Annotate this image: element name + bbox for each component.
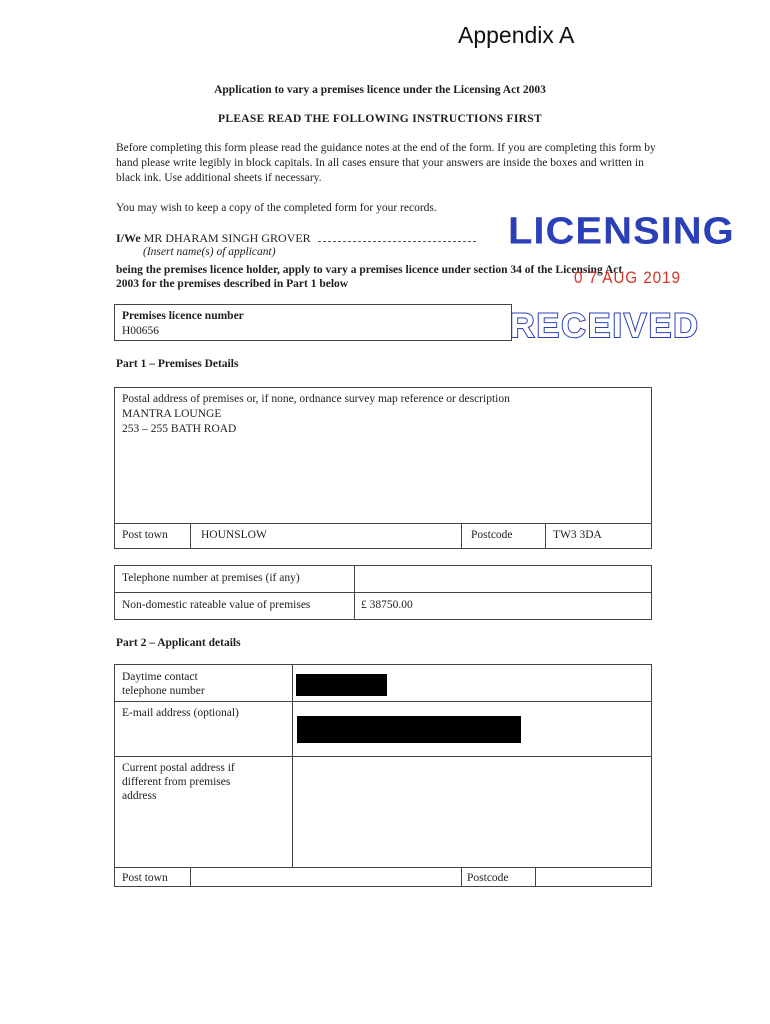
divider	[115, 592, 651, 593]
divider	[461, 524, 462, 549]
redacted-phone	[296, 674, 387, 696]
divider	[292, 665, 293, 867]
applicant-post-town-field[interactable]	[197, 870, 457, 884]
redacted-email	[297, 716, 521, 743]
divider	[115, 867, 651, 868]
divider	[535, 867, 536, 886]
divider	[115, 701, 651, 702]
received-date-stamp: 0 7 AUG 2019	[573, 268, 681, 287]
licensing-stamp: LICENSING	[508, 210, 735, 252]
post-town-field[interactable]: HOUNSLOW	[201, 529, 267, 541]
postcode-label: Postcode	[471, 529, 513, 541]
email-label: E-mail address (optional)	[122, 707, 239, 719]
part1-heading: Part 1 – Premises Details	[116, 358, 239, 370]
applicant-name-line	[116, 231, 476, 246]
applicant-name-value: MR DHARAM SINGH GROVER	[143, 231, 311, 245]
premises-address-label: Postal address of premises or, if none, ordnance survey map reference or description	[122, 393, 510, 405]
divider	[115, 756, 651, 757]
divider	[190, 524, 191, 549]
received-stamp: RECEIVED	[510, 307, 700, 345]
applicant-prefix: I/We	[116, 231, 141, 245]
divider	[190, 867, 191, 886]
applicant-note: (Insert name(s) of applicant)	[143, 246, 276, 258]
telephone-label: Telephone number at premises (if any)	[122, 572, 300, 584]
divider	[545, 524, 546, 549]
current-address-label: Current postal address if different from premises address	[122, 762, 235, 802]
keep-copy-note: You may wish to keep a copy of the completed form for your records.	[116, 202, 437, 214]
appendix-label: Appendix A	[458, 22, 575, 48]
premises-address-box	[114, 387, 652, 549]
premises-licence-box	[114, 304, 512, 341]
instructions-paragraph: Before completing this form please read the guidance notes at the end of the form. If you are completing this form by hand please write legibly in block capitals. In all cases ensure that your answers are inside the boxes and written in black ink. Use additional sheets if necessary.	[116, 142, 656, 184]
part2-heading: Part 2 – Applicant details	[116, 637, 241, 649]
daytime-phone-label: Daytime contact telephone number	[122, 671, 205, 697]
premises-post-row	[115, 523, 651, 549]
instructions-heading: PLEASE READ THE FOLLOWING INSTRUCTIONS FIRST	[218, 113, 542, 125]
post-town-label: Post town	[122, 529, 168, 541]
rateable-value-label: Non-domestic rateable value of premises	[122, 599, 311, 611]
premises-address-line-1[interactable]: MANTRA LOUNGE	[122, 408, 222, 420]
name-dotted-line	[318, 240, 476, 242]
applicant-post-town-label: Post town	[122, 872, 168, 884]
licence-number-label: Premises licence number	[122, 310, 244, 322]
applicant-postcode-field[interactable]	[541, 870, 641, 884]
rateable-value-field[interactable]: £ 38750.00	[361, 599, 413, 611]
premises-address-line-2[interactable]: 253 – 255 BATH ROAD	[122, 423, 237, 435]
holder-statement: being the premises licence holder, apply to vary a premises licence under section 34 of the Licensing Act 2003 for the premises described in Part 1 below	[116, 264, 623, 290]
form-title: Application to vary a premises licence under the Licensing Act 2003	[214, 84, 546, 96]
postcode-field[interactable]: TW3 3DA	[553, 529, 602, 541]
premises-extra-box	[114, 565, 652, 620]
divider	[461, 867, 462, 886]
licence-number-field[interactable]: H00656	[122, 325, 160, 337]
applicant-postcode-label: Postcode	[467, 872, 509, 884]
applicant-details-box	[114, 664, 652, 887]
telephone-field[interactable]	[361, 572, 641, 588]
current-address-field[interactable]	[297, 761, 642, 861]
